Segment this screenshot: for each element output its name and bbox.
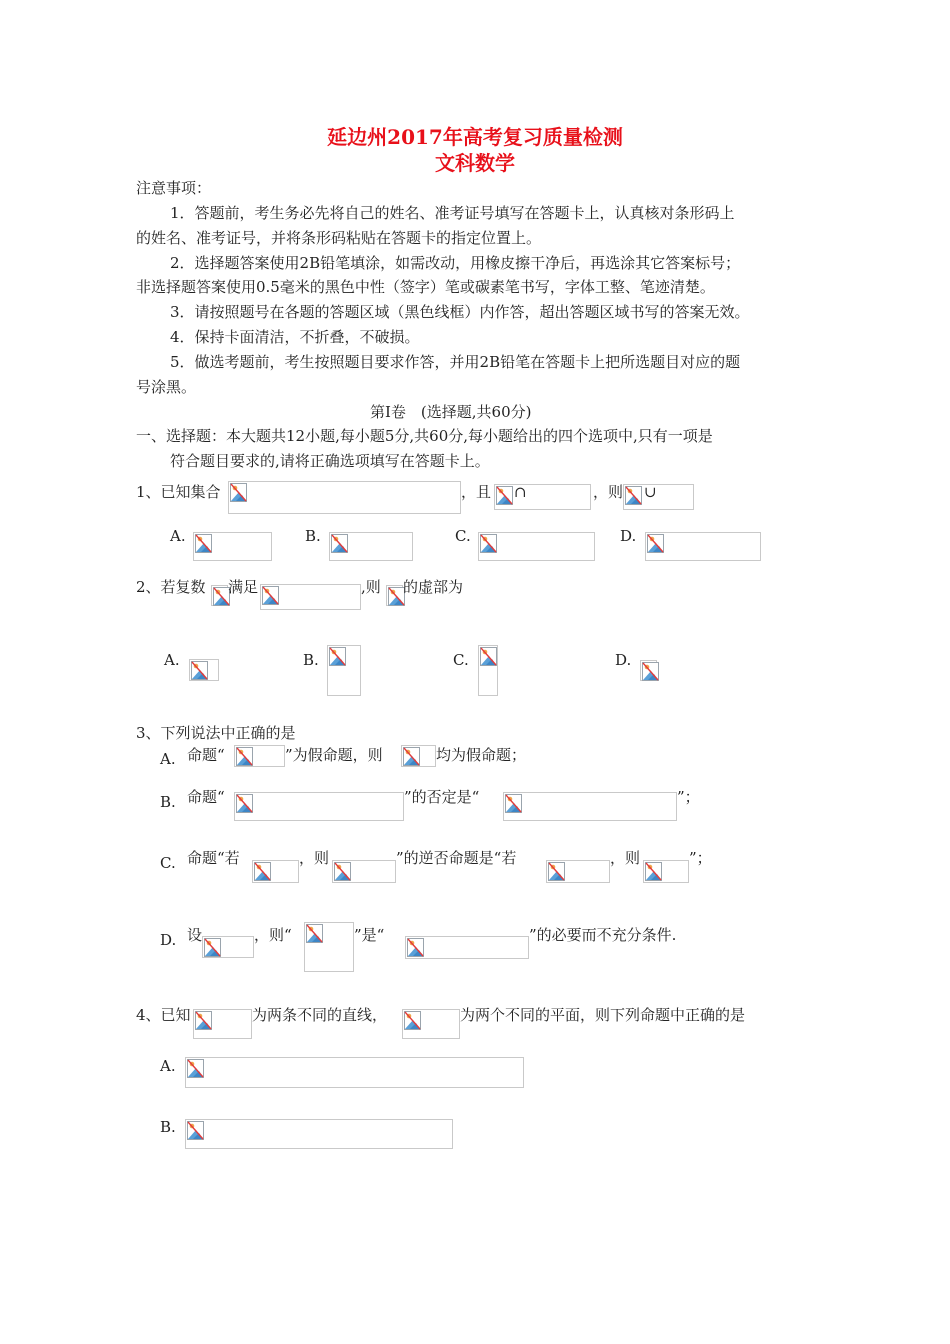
q4-option-a-label: A. [160,1057,176,1075]
q1-set-image [228,481,461,514]
q4-option-a-image [185,1057,524,1088]
notice-item-1: 1．答题前，考生务必先将自己的姓名、准考证号填写在答题卡上，认真核对条形码上 [170,204,735,222]
q2-z-image [211,585,228,606]
q3-option-c-text3: ”的逆否命题是“若 [396,849,517,867]
q3-option-c-image-1 [252,860,299,883]
q2-equation-image [260,584,361,610]
q4-stem: 4、已知 [136,1006,191,1024]
q1-option-c-image [478,532,595,561]
q1-then: ，则 [593,483,624,501]
q1-option-d-label: D. [620,527,637,545]
q3-option-b-text3: ”； [677,788,700,806]
q1-union-image [623,484,694,510]
q1-option-d-image [645,532,761,561]
q1-cap-symbol: ∩ [514,483,527,501]
notice-item-2: 2．选择题答案使用2B铅笔填涂，如需改动，用橡皮擦干净后，再选涂其它答案标号； [170,254,741,272]
q2-option-d-image [640,660,657,681]
notice-item-1-cont: 的姓名、准考证号，并将条形码粘贴在答题卡的指定位置上。 [136,229,542,247]
q3-option-a-image-1 [234,745,285,767]
q3-option-d-label: D. [160,931,177,949]
q3-option-d-text1: 设 [187,926,203,944]
q3-option-d-image-3 [405,936,529,959]
q3-option-d-text3: ”是“ [354,926,385,944]
q2-option-d-label: D. [615,651,632,669]
q3-option-d-text2: ，则“ [254,926,292,944]
notice-item-5: 5．做选考题前，考生按照题目要求作答，并用2B铅笔在答题卡上把所选题目对应的题 [170,353,741,371]
q4-option-b-image [185,1119,453,1149]
q3-option-a-text3: 均为假命题； [436,746,527,764]
notice-heading: 注意事项： [136,179,212,197]
q3-option-b-image-1 [234,792,404,821]
q3-option-c-text1: 命题“若 [187,849,240,867]
q3-option-c-text4: ，则 [610,849,641,867]
q3-option-c-image-3 [546,860,610,883]
q1-option-b-image [329,532,413,561]
q2-option-a-image [189,659,219,681]
q3-stem: 3、下列说法中正确的是 [136,724,296,742]
section-intro-cont: 符合题目要求的,请将正确选项填写在答题卡上。 [170,452,490,470]
q4-planes-text: 为两个不同的平面，则下列命题中正确的是 [460,1006,746,1024]
q1-stem: 1、已知集合 [136,483,221,501]
q2-option-a-label: A. [164,651,180,669]
q1-and: ，且 [461,483,492,501]
q2-imag-part: 的虚部为 [403,578,464,596]
q1-option-a-label: A. [170,527,186,545]
page-subtitle: 文科数学 [435,151,515,175]
q2-satisfy: 满足 [228,578,259,596]
q1-option-b-label: B. [305,527,321,545]
q2-option-c-label: C. [453,651,469,669]
q4-lines-text: 为两条不同的直线， [252,1006,388,1024]
q3-option-a-label: A. [160,750,176,768]
q3-option-b-label: B. [160,793,176,811]
q4-option-b-label: B. [160,1118,176,1136]
q1-option-a-image [193,532,272,561]
q3-option-b-text1: 命题“ [187,788,225,806]
notice-item-5-cont: 号涂黑。 [136,378,197,396]
q3-option-c-image-2 [332,860,396,883]
q3-option-a-text2: ”为假命题，则 [285,746,383,764]
q3-option-a-image-2 [401,745,436,767]
q3-option-c-label: C. [160,854,176,872]
q3-option-b-text2: ”的否定是“ [404,788,480,806]
q2-then: ,则 [361,578,381,596]
q3-option-c-text5: ”； [689,849,712,867]
q2-z-image-2 [386,585,403,606]
notice-item-4: 4．保持卡面清洁，不折叠，不破损。 [170,328,420,346]
q1-cup-symbol: ∪ [644,483,657,501]
q4-lines-image [193,1009,252,1039]
notice-item-2-cont: 非选择题答案使用0.5毫米的黑色中性（签字）笔或碳素笔书写，字体工整、笔迹清楚。 [136,278,715,296]
page-title: 延边州2017年高考复习质量检测 [327,125,623,149]
q2-option-b-image [327,645,361,696]
notice-item-3: 3．请按照题号在各题的答题区域（黑色线框）内作答，超出答题区域书写的答案无效。 [170,303,750,321]
q3-option-a-text1: 命题“ [187,746,225,764]
q3-option-d-text4: ”的必要而不充分条件. [529,926,677,944]
q1-condition-image [494,484,591,510]
q2-stem: 2、若复数 [136,578,206,596]
q3-option-b-image-2 [503,792,677,821]
section-title: 第Ⅰ卷 (选择题,共60分) [370,403,532,421]
q2-option-b-label: B. [303,651,319,669]
q3-option-d-image-2 [304,922,354,972]
section-intro: 一、选择题：本大题共12小题,每小题5分,共60分,每小题给出的四个选项中,只有一项是 [136,427,713,445]
q1-option-c-label: C. [455,527,471,545]
q2-option-c-image [478,645,498,696]
q3-option-d-image-1 [202,936,254,958]
q3-option-c-image-4 [643,860,689,883]
q3-option-c-text2: ，则 [299,849,330,867]
q4-planes-image [402,1009,460,1039]
